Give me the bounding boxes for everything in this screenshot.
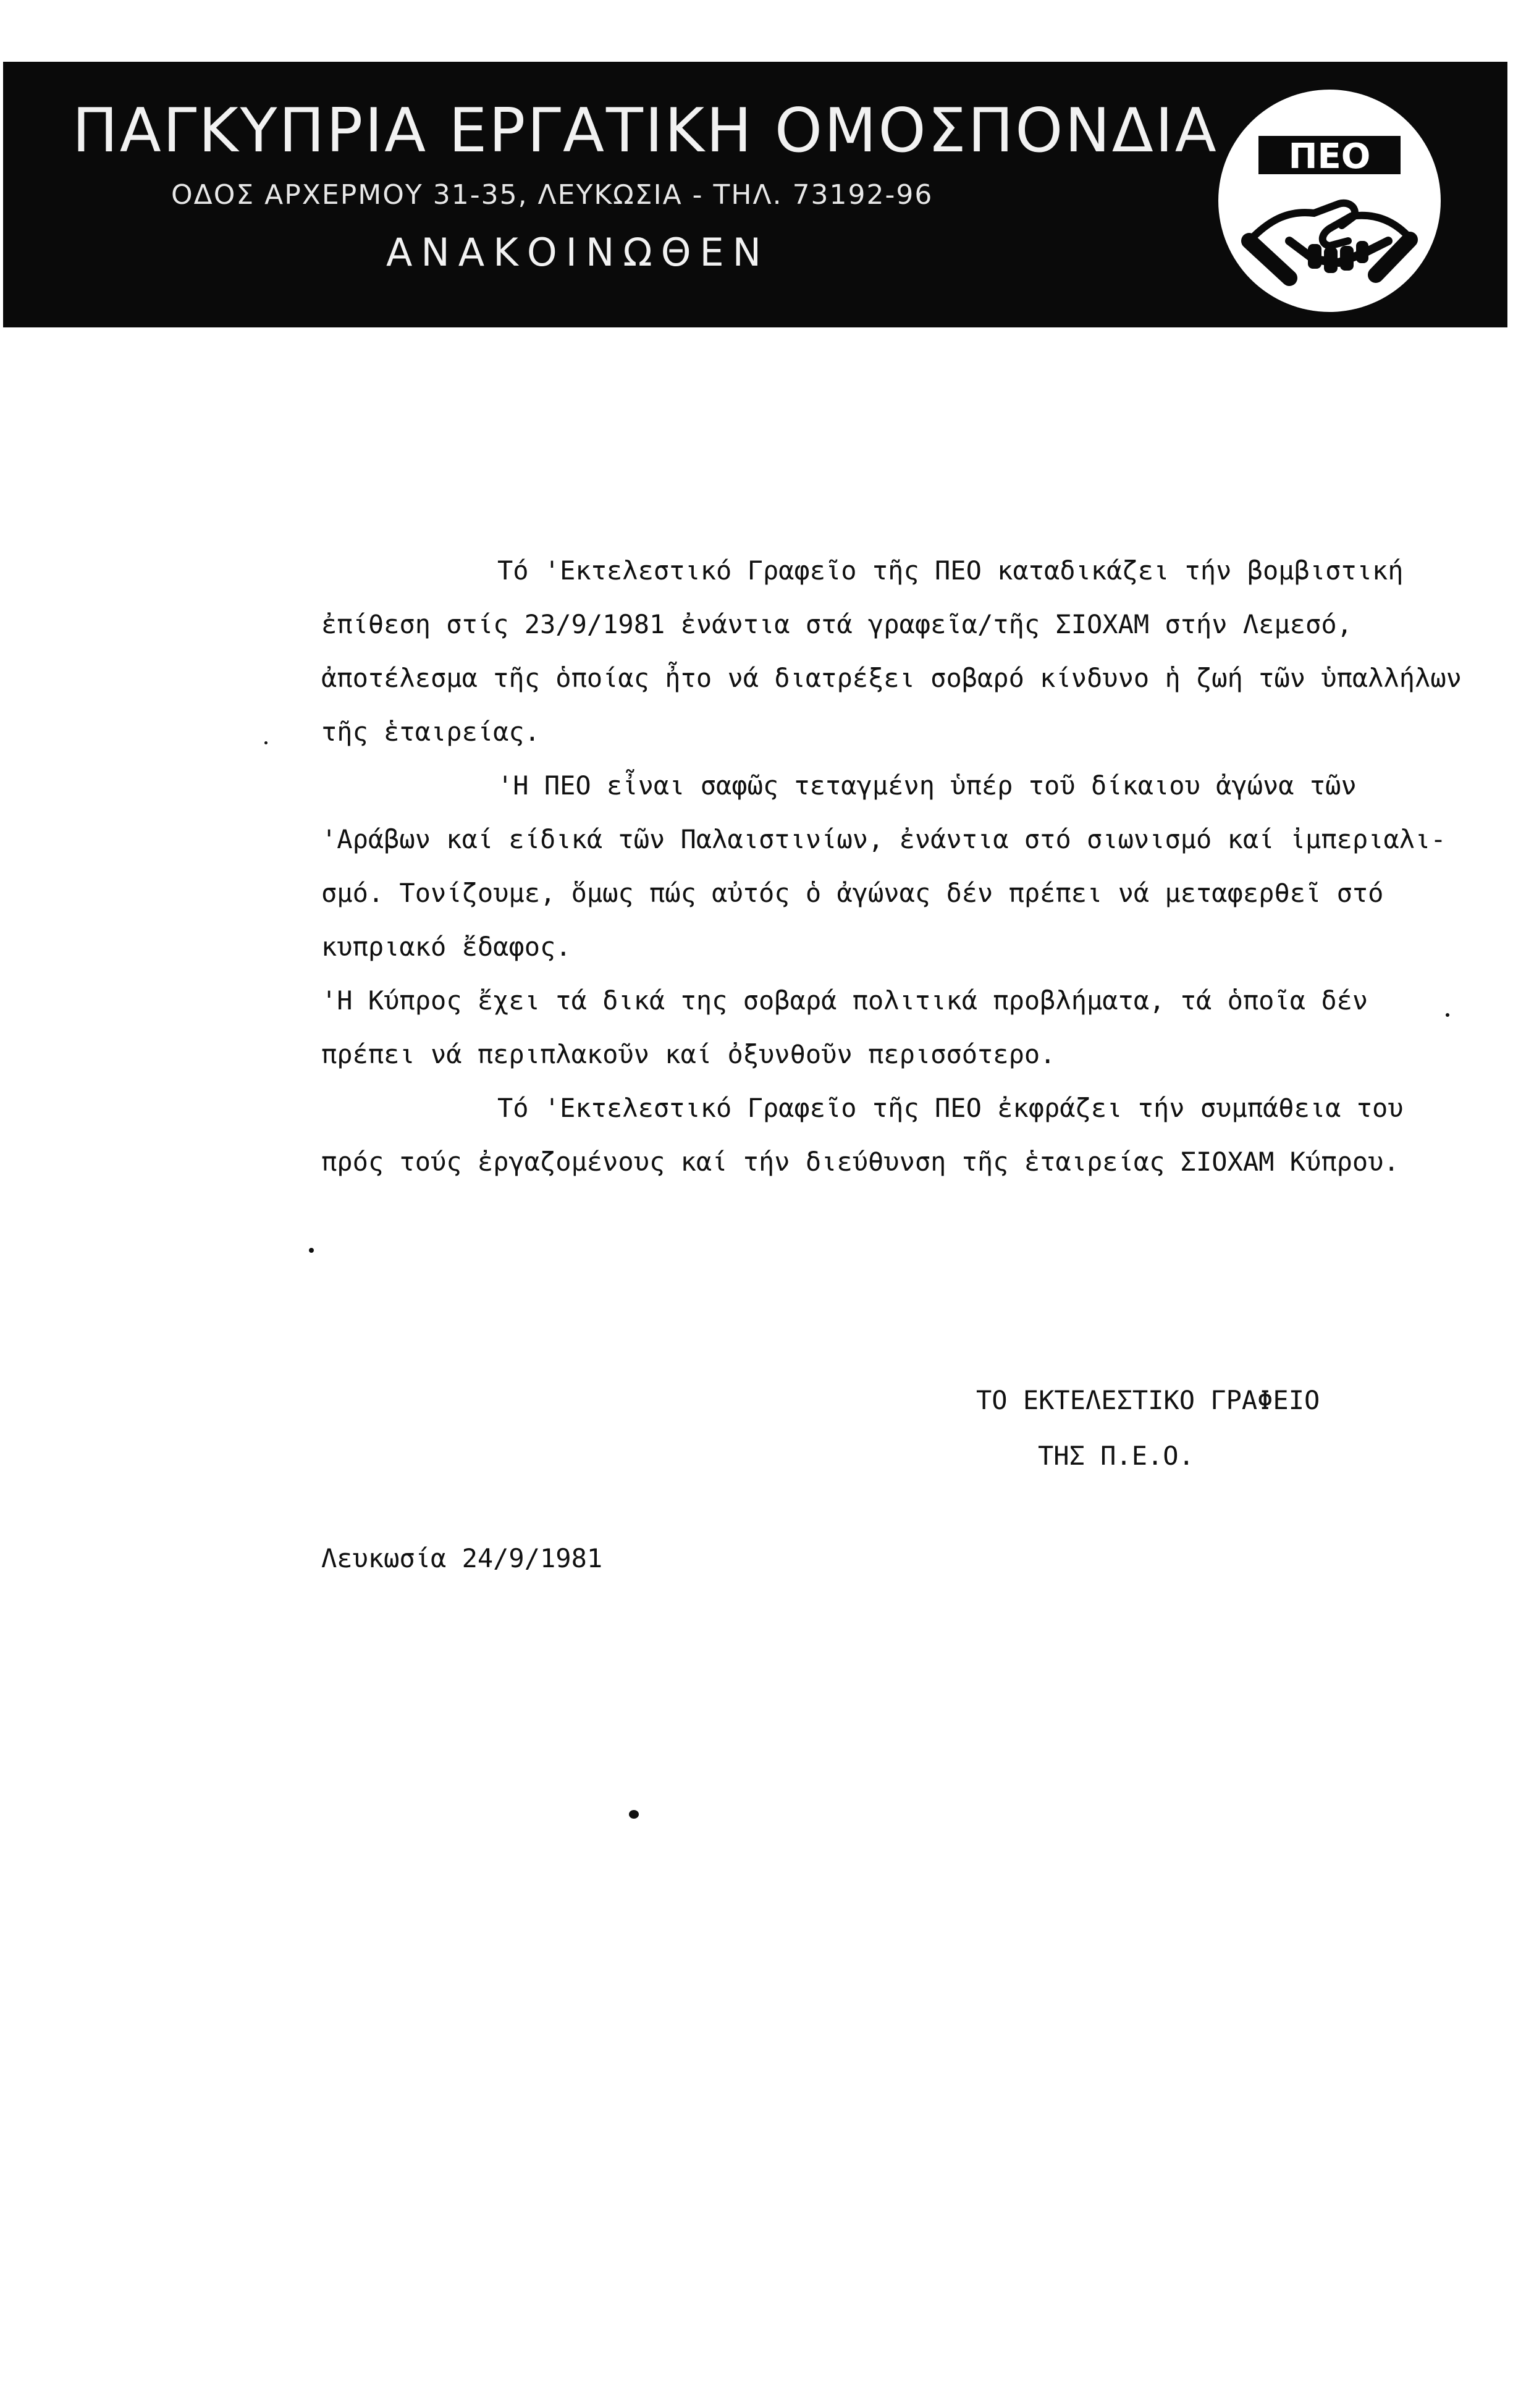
- paragraph-3-line-2: πρέπει νά περιπλακοῦν καί ὀξυνθοῦν περισσότερο.: [321, 1039, 1056, 1069]
- paragraph-1-line-2: ἐπίθεση στίς 23/9/1981 ἐνάντια στά γραφεῖα/τῆς ΣΙΟΧΑΜ στήν Λεμεσό,: [321, 609, 1352, 639]
- date-line: Λευκωσία 24/9/1981: [321, 1543, 603, 1573]
- signature-block: [976, 1373, 1320, 1484]
- announcement-body: [321, 544, 1462, 1189]
- scan-speck: [309, 1248, 314, 1253]
- signature-line-2: ΤΗΣ Π.Ε.Ο.: [1038, 1441, 1194, 1471]
- paragraph-1-line-1: Τό 'Εκτελεστικό Γραφεῖο τῆς ΠΕΟ καταδικάζει τήν βομβιστική: [497, 555, 1404, 586]
- scan-speck: [1446, 1013, 1449, 1017]
- scan-speck: [629, 1810, 639, 1819]
- signature-line-1: ΤΟ ΕΚΤΕΛΕΣΤΙΚΟ ΓΡΑΦΕΙΟ: [976, 1385, 1320, 1415]
- paragraph-2-line-1: 'Η ΠΕΟ εἶναι σαφῶς τεταγμένη ὑπέρ τοῦ δίκαιου ἀγώνα τῶν: [497, 770, 1357, 801]
- paragraph-1-line-4: τῆς ἑταιρείας.: [321, 717, 541, 747]
- paragraph-1-line-3: ἀποτέλεσμα τῆς ὁποίας ἦτο νά διατρέξει σοβαρό κίνδυνο ἡ ζωή τῶν ὑπαλλήλων: [321, 663, 1462, 693]
- paragraph-3-line-1: 'Η Κύπρος ἔχει τά δικά της σοβαρά πολιτικά προβλήματα, τά ὁποῖα δέν: [321, 985, 1368, 1016]
- peo-logo: [1215, 86, 1444, 315]
- paragraph-2-line-4: κυπριακό ἔδαφος.: [321, 932, 571, 962]
- paragraph-2-line-3: σμό. Τονίζουμε, ὅμως πώς αὐτός ὁ ἀγώνας δέν πρέπει νά μεταφερθεῖ στό: [321, 878, 1384, 908]
- handshake-icon: [1215, 86, 1444, 315]
- paragraph-4-line-1: Τό 'Εκτελεστικό Γραφεῖο τῆς ΠΕΟ ἐκφράζει τήν συμπάθεια του: [497, 1093, 1404, 1123]
- paragraph-2-line-2: 'Αράβων καί είδικά τῶν Παλαιστινίων, ἐνάντια στό σιωνισμό καί ἰμπεριαλι-: [321, 824, 1446, 854]
- organization-name: ΠΑΓΚΥΠΡΙΑ ΕΡΓΑΤΙΚΗ ΟΜΟΣΠΟΝΔΙΑ: [72, 96, 1218, 166]
- letterhead-banner: [3, 62, 1507, 327]
- organization-address: ΟΔΟΣ ΑΡΧΕΡΜΟΥ 31-35, ΛΕΥΚΩΣΙΑ - ΤΗΛ. 73192-96: [171, 179, 934, 211]
- logo-text: ΠΕΟ: [1288, 137, 1371, 177]
- scan-speck: [264, 741, 268, 744]
- announcement-heading: ΑΝΑΚΟΙΝΩΘΕΝ: [386, 230, 770, 275]
- paragraph-4-line-2: πρός τούς ἐργαζομένους καί τήν διεύθυνση τῆς ἑταιρείας ΣΙΟΧΑΜ Κύπρου.: [321, 1147, 1399, 1177]
